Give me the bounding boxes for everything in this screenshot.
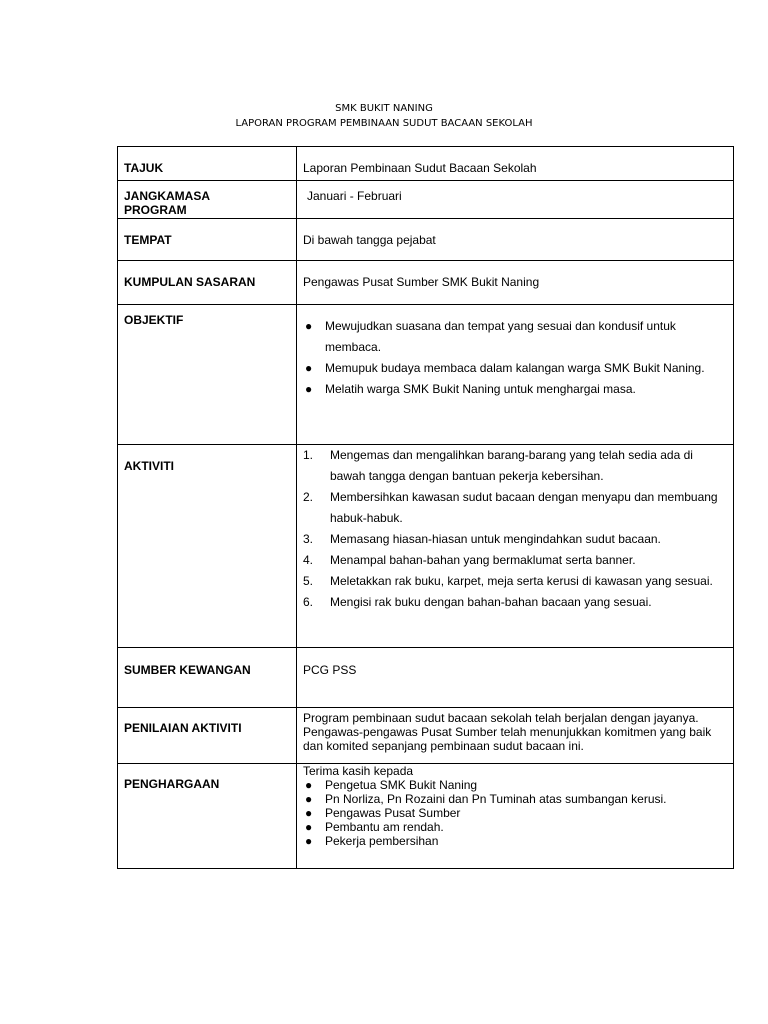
document-header bbox=[0, 101, 768, 131]
objektif-list bbox=[303, 316, 725, 400]
bullet-icon: ● bbox=[305, 778, 313, 792]
penilaian-line-1: Program pembinaan sudut bacaan sekolah telah berjalan dengan jayanya. bbox=[303, 711, 699, 725]
label-jangkamasa-text: JANGKAMASA PROGRAM bbox=[124, 189, 210, 217]
value-aktiviti bbox=[297, 445, 734, 648]
bullet-icon: ● bbox=[305, 319, 313, 333]
row-aktiviti bbox=[118, 445, 734, 648]
list-item: 4. Menampal bahan-bahan yang bermaklumat serta banner. bbox=[303, 553, 636, 567]
bullet-icon: ● bbox=[305, 820, 313, 834]
list-item: ● Pekerja pembersihan bbox=[305, 834, 439, 848]
bullet-icon: ● bbox=[305, 834, 313, 848]
list-item: ● Pengetua SMK Bukit Naning bbox=[305, 778, 478, 792]
label-penilaian-text: PENILAIAN AKTIVITI bbox=[124, 721, 242, 735]
row-kumpulan bbox=[118, 261, 734, 305]
list-item: ● Pembantu am rendah. bbox=[305, 820, 444, 834]
value-penghargaan bbox=[297, 764, 734, 869]
list-item: 6. Mengisi rak buku dengan bahan-bahan bacaan yang sesuai. bbox=[303, 595, 652, 609]
report-title: LAPORAN PROGRAM PEMBINAAN SUDUT BACAAN SEKOLAH bbox=[235, 118, 533, 129]
penilaian-line-2: Pengawas-pengawas Pusat Sumber telah menunjukkan komitmen yang baik dan komited sepanjang pembinaan sudut bacaan ini. bbox=[303, 725, 712, 753]
list-item: 2. Membersihkan kawasan sudut bacaan dengan menyapu dan membuang habuk-habuk. bbox=[303, 490, 718, 525]
value-jangkamasa-text: Januari - Februari bbox=[307, 189, 402, 203]
label-tempat bbox=[118, 219, 297, 261]
bullet-icon: ● bbox=[305, 792, 313, 806]
label-tajuk-text: TAJUK bbox=[124, 161, 164, 175]
value-objektif bbox=[297, 305, 734, 445]
value-jangkamasa bbox=[297, 181, 734, 219]
label-kumpulan-text: KUMPULAN SASARAN bbox=[124, 275, 256, 289]
label-kumpulan bbox=[118, 261, 297, 305]
label-objektif-text: OBJEKTIF bbox=[124, 313, 184, 327]
list-item: ● Pengawas Pusat Sumber bbox=[305, 806, 461, 820]
aktiviti-list bbox=[303, 445, 725, 613]
row-penilaian bbox=[118, 708, 734, 764]
bullet-icon: ● bbox=[305, 806, 313, 820]
penghargaan-intro: Terima kasih kepada bbox=[303, 764, 414, 778]
row-tajuk bbox=[118, 147, 734, 181]
row-tempat bbox=[118, 219, 734, 261]
value-kumpulan bbox=[297, 261, 734, 305]
value-kumpulan-text: Pengawas Pusat Sumber SMK Bukit Naning bbox=[303, 275, 540, 289]
label-objektif bbox=[118, 305, 297, 445]
value-tempat bbox=[297, 219, 734, 261]
list-item: ● Memupuk budaya membaca dalam kalangan warga SMK Bukit Naning. bbox=[303, 358, 725, 379]
bullet-icon: ● bbox=[305, 361, 313, 375]
value-tajuk-text: Laporan Pembinaan Sudut Bacaan Sekolah bbox=[303, 161, 537, 175]
list-item: 1. Mengemas dan mengalihkan barang-barang yang telah sedia ada di bawah tangga dengan bantuan pekerja kebersihan. bbox=[303, 448, 693, 483]
value-sumber bbox=[297, 648, 734, 708]
label-aktiviti bbox=[118, 445, 297, 648]
list-item: 5. Meletakkan rak buku, karpet, meja serta kerusi di kawasan yang sesuai. bbox=[303, 574, 713, 588]
row-objektif bbox=[118, 305, 734, 445]
label-aktiviti-text: AKTIVITI bbox=[124, 459, 174, 473]
bullet-icon: ● bbox=[305, 382, 313, 396]
row-penghargaan bbox=[118, 764, 734, 869]
label-jangkamasa bbox=[118, 181, 297, 219]
label-penghargaan-text: PENGHARGAAN bbox=[124, 777, 220, 791]
value-penilaian bbox=[297, 708, 734, 764]
label-penilaian bbox=[118, 708, 297, 764]
label-sumber-text: SUMBER KEWANGAN bbox=[124, 663, 251, 677]
value-tempat-text: Di bawah tangga pejabat bbox=[303, 233, 436, 247]
value-sumber-text: PCG PSS bbox=[303, 663, 357, 677]
list-item: ● Melatih warga SMK Bukit Naning untuk menghargai masa. bbox=[303, 379, 725, 400]
penghargaan-list bbox=[303, 778, 725, 848]
list-item: ● Pn Norliza, Pn Rozaini dan Pn Tuminah atas sumbangan kerusi. bbox=[305, 792, 667, 806]
row-sumber bbox=[118, 648, 734, 708]
value-tajuk bbox=[297, 147, 734, 181]
list-item: 3. Memasang hiasan-hiasan untuk mengindahkan sudut bacaan. bbox=[303, 532, 661, 546]
label-sumber bbox=[118, 648, 297, 708]
report-table bbox=[117, 146, 734, 869]
label-tempat-text: TEMPAT bbox=[124, 233, 172, 247]
label-penghargaan bbox=[118, 764, 297, 869]
row-jangkamasa bbox=[118, 181, 734, 219]
list-item: ● Mewujudkan suasana dan tempat yang sesuai dan kondusif untuk membaca. bbox=[303, 316, 725, 358]
school-name: SMK BUKIT NANING bbox=[335, 103, 433, 114]
label-tajuk bbox=[118, 147, 297, 181]
